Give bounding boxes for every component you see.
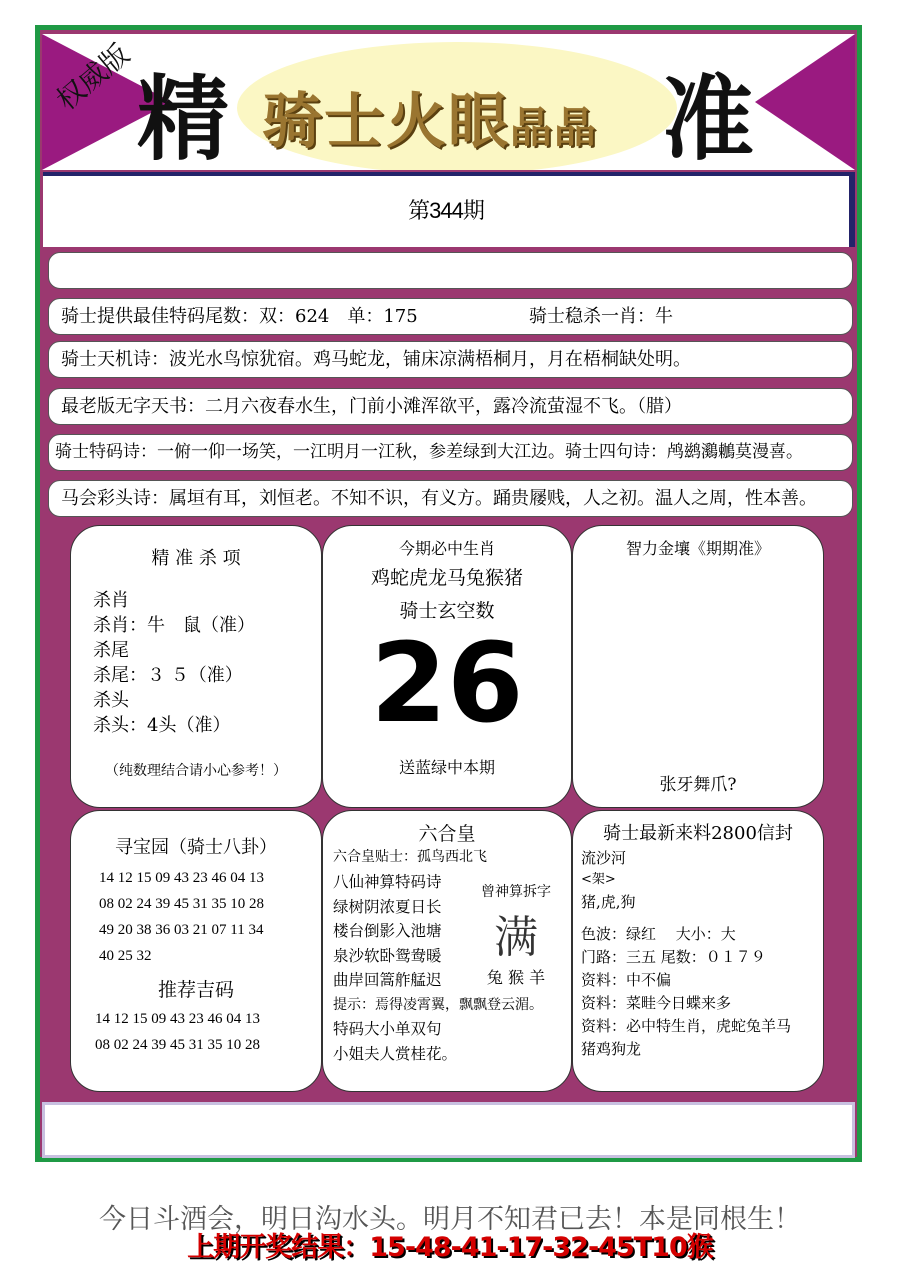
letter-line: 门路：三五 尾数：０１７９ <box>581 948 766 966</box>
lhh-card <box>322 810 572 1092</box>
lhh-hint: 提示：焉得凌霄翼，飘飘登云湄。 <box>333 996 543 1013</box>
brand-main: 骑士火眼 <box>262 87 510 157</box>
footer-poem: 今日斗酒会，明日沟水头。明月不知君已去！本是同根生！ <box>99 1204 801 1235</box>
poster-frame <box>35 25 862 1162</box>
split-zodiac: 兔 猴 羊 <box>486 968 546 987</box>
info-row-horse-poem: 马会彩头诗：属垣有耳，刘恒老。不知不识，有义方。踊贵屦贱，人之初。温人之周，性本善。 <box>48 480 853 517</box>
poem-line: 泉沙软卧鸳鸯暖 <box>333 946 442 965</box>
must-zodiacs: 鸡蛇虎龙马兔猴猪 <box>370 567 523 589</box>
kill-line: 杀肖：牛 鼠（准） <box>93 615 255 636</box>
brand-title <box>262 74 598 160</box>
kill-line: 杀尾 <box>93 640 129 661</box>
number-line: 40 25 32 <box>99 948 152 964</box>
letter-line: 猪,虎,狗 <box>581 893 636 911</box>
card-title: 骑士最新来料2800信封 <box>603 823 793 844</box>
kill-line: 杀头 <box>93 690 129 711</box>
kill-line: 杀肖 <box>93 590 129 611</box>
info-row-tail-numbers <box>48 298 853 335</box>
kill-line: 杀尾：３ ５（准） <box>93 665 243 686</box>
lhh-tip: 六合皇贴士：孤鸟西北飞 <box>333 849 487 865</box>
letter-line: 资料：必中特生肖，虎蛇兔羊马 <box>581 1017 792 1035</box>
info-row-book: 最老版无字天书：二月六夜春水生，门前小滩浑欲平，露冷流萤湿不飞。（腊） <box>48 388 853 425</box>
recommend-title: 推荐吉码 <box>157 979 234 1001</box>
letter-line: 资料：菜畦今日蝶来多 <box>581 994 732 1012</box>
right-big-char: 准 <box>662 66 755 170</box>
right-triangle <box>755 34 855 170</box>
lucky-number: 26 <box>370 619 524 747</box>
last-draw-result: 上期开奖结果：15-48-41-17-32-45T10猴 <box>187 1232 713 1263</box>
card-title: 今期必中生肖 <box>398 539 495 558</box>
info-row-special-poem: 骑士特码诗：一俯一仰一场笑，一江明月一江秋，参差绿到大江边。骑士四句诗：鸬鹚鸂鶒莫漫喜。 <box>48 434 853 471</box>
poem-line: 八仙神算特码诗 <box>333 873 442 891</box>
letter-line: 流沙河 <box>581 849 627 867</box>
header-banner <box>42 34 855 170</box>
card-title: 精 准 杀 项 <box>151 548 241 569</box>
letter-line: <架> <box>581 872 616 887</box>
kill-note: （纯数理结合请小心参考！） <box>105 763 287 779</box>
must-footer: 送蓝绿中本期 <box>398 758 495 777</box>
wisdom-card <box>572 525 824 808</box>
card-title: 寻宝园（骑士八卦） <box>115 837 277 858</box>
info-row-poem: 骑士天机诗：波光水鸟惊犹宿。鸡马蛇龙，铺床凉满梧桐月，月在梧桐缺处明。 <box>48 341 853 378</box>
kill-line: 杀头：4头（准） <box>93 715 231 736</box>
issue-number: 第344期 <box>43 172 855 247</box>
edition-badge: 权威版 <box>50 37 136 117</box>
kill-card <box>70 525 322 808</box>
bottom-empty-box <box>42 1102 855 1158</box>
letter-line: 色波：绿红 大小：大 <box>581 925 736 943</box>
poem-line: 楼台倒影入池塘 <box>333 922 442 940</box>
number-line: 49 20 38 36 03 21 07 11 34 <box>99 922 264 938</box>
number-line: 08 02 24 39 45 31 35 10 28 <box>99 896 264 912</box>
left-big-char: 精 <box>137 66 230 170</box>
treasure-card <box>70 810 322 1092</box>
poem-line: 特码大小单双句 <box>333 1020 442 1038</box>
poem-line: 小姐夫人赏桂花。 <box>333 1044 458 1063</box>
card-title: 智力金壤《期期准》 <box>625 539 770 558</box>
split-char: 满 <box>494 912 538 963</box>
number-line: 08 02 24 39 45 31 35 10 28 <box>95 1037 260 1053</box>
letter-card <box>572 810 824 1092</box>
must-sub: 骑士玄空数 <box>399 600 495 622</box>
letter-line: 资料：中不偏 <box>581 971 672 989</box>
poem-line: 绿树阴浓夏日长 <box>333 897 442 916</box>
number-line: 14 12 15 09 43 23 46 04 13 <box>95 1011 260 1027</box>
letter-line: 猪鸡狗龙 <box>581 1040 642 1058</box>
row-text: 骑士提供最佳特码尾数：双：624 单：175 <box>61 306 418 327</box>
empty-row <box>48 252 853 289</box>
brand-small: 晶晶 <box>510 103 599 152</box>
number-line: 14 12 15 09 43 23 46 04 13 <box>99 870 264 886</box>
wisdom-footer: 张牙舞爪? <box>659 775 737 795</box>
must-card <box>322 525 572 808</box>
poem-line: 曲岸回篙舴艋迟 <box>333 971 442 989</box>
card-title: 六合皇 <box>418 823 476 845</box>
split-title: 曾神算拆字 <box>481 884 551 900</box>
kill-one-zodiac: 骑士稳杀一肖：牛 <box>529 306 673 327</box>
